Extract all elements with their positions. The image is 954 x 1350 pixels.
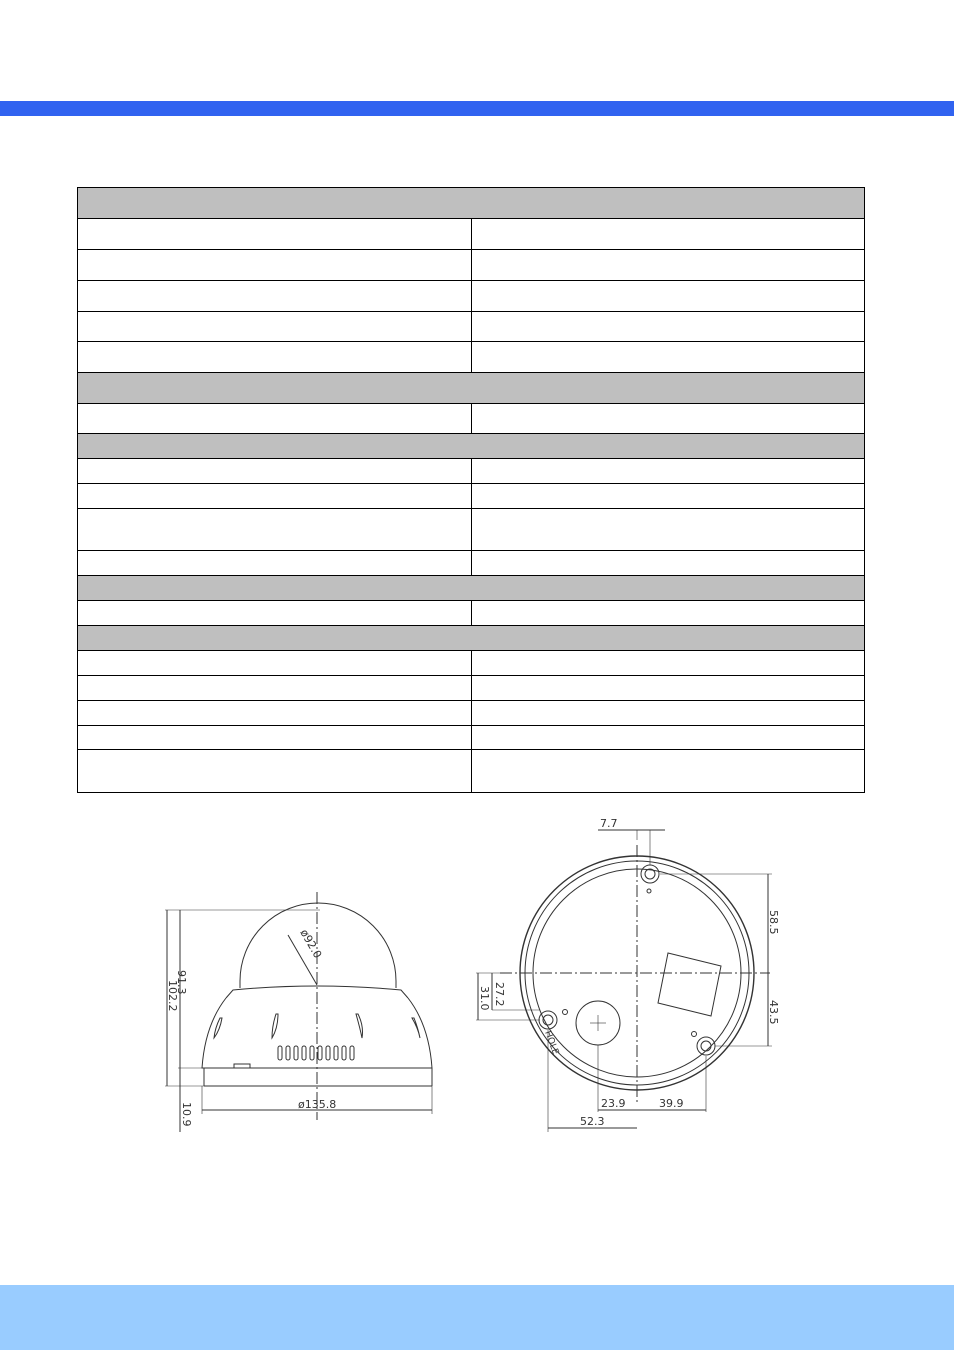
screw-hole-inner — [645, 869, 655, 879]
spec-row — [78, 219, 865, 250]
hole-label: HOLE — [542, 1029, 560, 1057]
screw-hole-inner — [701, 1041, 711, 1051]
spec-label — [78, 459, 472, 484]
spec-label — [78, 219, 472, 250]
dim-text-dome-diameter: ø92.0 — [297, 927, 325, 961]
section-title — [78, 188, 865, 219]
spec-label — [78, 509, 472, 551]
pin-hole — [647, 889, 651, 893]
dim-text-left-2: 31.0 — [478, 986, 491, 1011]
spec-value — [471, 459, 865, 484]
spec-label — [78, 404, 472, 434]
spec-row — [78, 601, 865, 626]
pin-hole — [563, 1010, 568, 1015]
spec-value — [471, 750, 865, 793]
housing-slot — [412, 1018, 420, 1038]
spec-value — [471, 219, 865, 250]
footer-band — [0, 1285, 954, 1350]
dim-text-total-height: 102.2 — [166, 980, 179, 1012]
spec-value — [471, 484, 865, 509]
spec-label — [78, 750, 472, 793]
spec-row — [78, 750, 865, 793]
spec-row — [78, 250, 865, 281]
spec-value — [471, 651, 865, 676]
spec-value — [471, 701, 865, 726]
spec-value — [471, 551, 865, 576]
spec-row — [78, 701, 865, 726]
spec-row — [78, 551, 865, 576]
spec-label — [78, 651, 472, 676]
spec-section-header — [78, 576, 865, 601]
screw-hole — [697, 1037, 715, 1055]
spec-label — [78, 551, 472, 576]
spec-label — [78, 312, 472, 342]
spec-table — [77, 187, 865, 793]
dim-text-base-diameter: ø135.8 — [298, 1098, 337, 1111]
spec-row — [78, 459, 865, 484]
spec-value — [471, 342, 865, 373]
spec-label — [78, 342, 472, 373]
spec-section-header — [78, 626, 865, 651]
label-plate — [658, 953, 721, 1016]
spec-label — [78, 281, 472, 312]
dim-text-bottom-2: 39.9 — [659, 1097, 684, 1110]
housing-slot — [214, 1018, 222, 1038]
spec-label — [78, 676, 472, 701]
spec-value — [471, 404, 865, 434]
dim-text-inner-height: 91.3 — [175, 970, 188, 995]
side-view — [165, 892, 432, 1132]
dim-text-right-upper: 58.5 — [767, 910, 780, 935]
section-title — [78, 373, 865, 404]
spec-label — [78, 701, 472, 726]
spec-row — [78, 651, 865, 676]
housing-slot — [272, 1014, 278, 1038]
spec-section-header — [78, 434, 865, 459]
spec-value — [471, 726, 865, 750]
bottom-view — [476, 830, 772, 1132]
spec-section-header — [78, 188, 865, 219]
spec-label — [78, 250, 472, 281]
spec-row — [78, 676, 865, 701]
dim-text-base-height: 10.9 — [180, 1102, 193, 1127]
cable-notch — [234, 1064, 250, 1068]
spec-row — [78, 342, 865, 373]
spec-label — [78, 726, 472, 750]
spec-row — [78, 484, 865, 509]
section-title — [78, 576, 865, 601]
section-title — [78, 626, 865, 651]
spec-label — [78, 484, 472, 509]
spec-row — [78, 726, 865, 750]
dimension-drawing — [0, 810, 954, 1150]
spec-row — [78, 312, 865, 342]
header-blue-bar — [0, 101, 954, 116]
dim-text-left-1: 27.2 — [493, 982, 506, 1007]
dim-text-right-lower: 43.5 — [767, 1000, 780, 1025]
screw-hole — [641, 865, 659, 883]
spec-row — [78, 509, 865, 551]
spec-row — [78, 404, 865, 434]
spec-value — [471, 509, 865, 551]
spec-value — [471, 601, 865, 626]
spec-row — [78, 281, 865, 312]
dim-text-bottom-3: 52.3 — [580, 1115, 605, 1128]
spec-label — [78, 601, 472, 626]
spec-value — [471, 676, 865, 701]
housing-slot — [356, 1014, 363, 1038]
spec-value — [471, 312, 865, 342]
dim-text-bottom-1: 23.9 — [601, 1097, 626, 1110]
spec-section-header — [78, 373, 865, 404]
section-title — [78, 434, 865, 459]
vent-grid — [278, 1046, 354, 1060]
spec-value — [471, 281, 865, 312]
spec-value — [471, 250, 865, 281]
dim-text-offset: 7.7 — [600, 817, 618, 830]
pin-hole — [692, 1032, 697, 1037]
